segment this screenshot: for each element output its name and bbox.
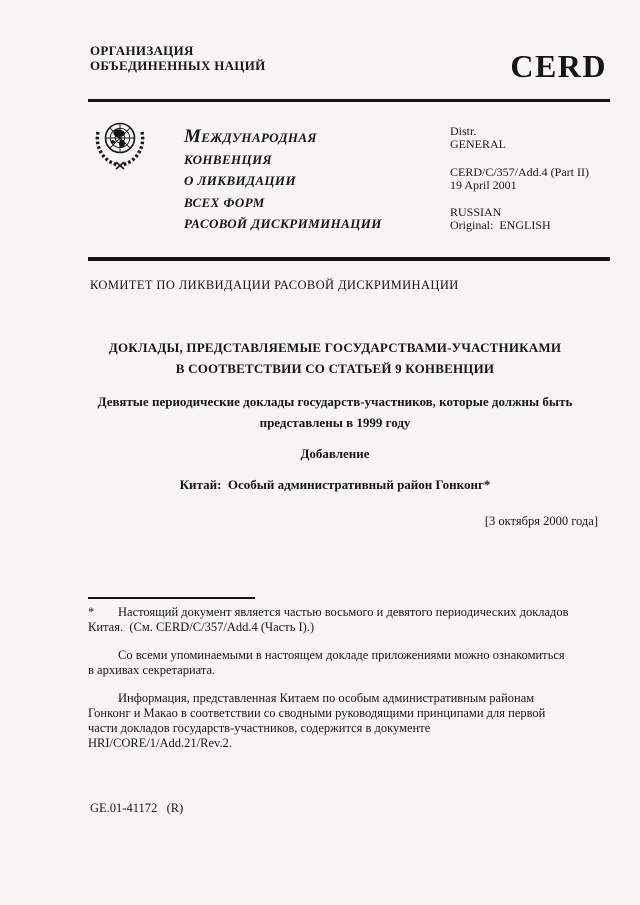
document-title-line: В СООТВЕТСТВИИ СО СТАТЬЕЙ 9 КОНВЕНЦИИ — [175, 361, 495, 376]
masthead-rule — [88, 257, 610, 261]
footnote-1 — [88, 605, 613, 635]
footnote-1-line — [88, 605, 613, 620]
org-name-line1: ОРГАНИЗАЦИЯ — [90, 43, 194, 58]
footnote-marker: * — [88, 605, 95, 619]
doc-acronym: CERD — [510, 48, 607, 84]
un-emblem-icon — [92, 117, 148, 176]
received-date: [3 октября 2000 года] — [484, 514, 598, 528]
footnote-3-line: Гонконг и Макао в соответствии со сводными руководящими принципами для первой — [88, 706, 546, 720]
doc-date: 19 April 2001 — [450, 177, 517, 192]
document-subtitle-line: Девятые периодические доклады государств-участников, которые должны быть — [97, 394, 573, 409]
footnote-3-line: HRI/CORE/1/Add.21/Rev.2. — [88, 736, 232, 750]
doc-language: RUSSIAN — [450, 205, 502, 220]
distribution-block — [450, 125, 589, 247]
convention-title-line: О ЛИКВИДАЦИИ — [184, 173, 296, 188]
convention-title-line: КОНВЕНЦИЯ — [184, 151, 272, 167]
committee-name: КОМИТЕТ ПО ЛИКВИДАЦИИ РАСОВОЙ ДИСКРИМИНАЦИИ — [90, 278, 459, 292]
footnote-separator — [88, 597, 255, 599]
document-id: GE.01-41172 (R) — [90, 801, 184, 815]
footnote-3-line: Информация, представленная Китаем по особым административным районам — [118, 691, 535, 705]
footnote-1-line: Китая. (См. CERD/C/357/Add.4 (Часть I).) — [88, 620, 315, 634]
distr-label: Distr. — [450, 124, 477, 138]
country-heading: Китай: Особый административный район Гонконг* — [179, 477, 491, 492]
footnote-3-line: части докладов государств-участников, содержится в документе — [88, 721, 431, 735]
doc-symbol: CERD/C/357/Add.4 (Part II) — [450, 164, 589, 179]
distr-type: GENERAL — [450, 137, 506, 152]
convention-title-line: МЕЖДУНАРОДНАЯ — [184, 126, 317, 147]
document-title — [88, 337, 582, 379]
document-subtitle — [88, 391, 582, 433]
convention-title-line: ВСЕХ ФОРМ — [184, 194, 265, 210]
convention-title — [184, 126, 382, 235]
org-name-line2: ОБЪЕДИНЕННЫХ НАЦИЙ — [90, 57, 266, 73]
org-name — [90, 44, 266, 73]
document-title-line: ДОКЛАДЫ, ПРЕДСТАВЛЯЕМЫЕ ГОСУДАРСТВАМИ-УЧАСТНИКАМИ — [108, 340, 562, 355]
document-subtitle-line: представлены в 1999 году — [259, 415, 411, 430]
header-rule — [88, 99, 610, 102]
footnote-2 — [88, 648, 613, 678]
footnote-1-text: Настоящий документ является частью восьмого и девятого периодических докладов — [118, 605, 569, 619]
footnote-2-line: в архивах секретариата. — [88, 663, 216, 677]
footnote-2-line: Со всеми упоминаемыми в настоящем докладе приложениями можно ознакомиться — [118, 648, 565, 662]
doc-original-language: Original: ENGLISH — [450, 218, 551, 233]
footnote-3 — [88, 691, 613, 751]
convention-title-line: РАСОВОЙ ДИСКРИМИНАЦИИ — [184, 216, 382, 231]
addendum-heading: Добавление — [300, 446, 370, 461]
